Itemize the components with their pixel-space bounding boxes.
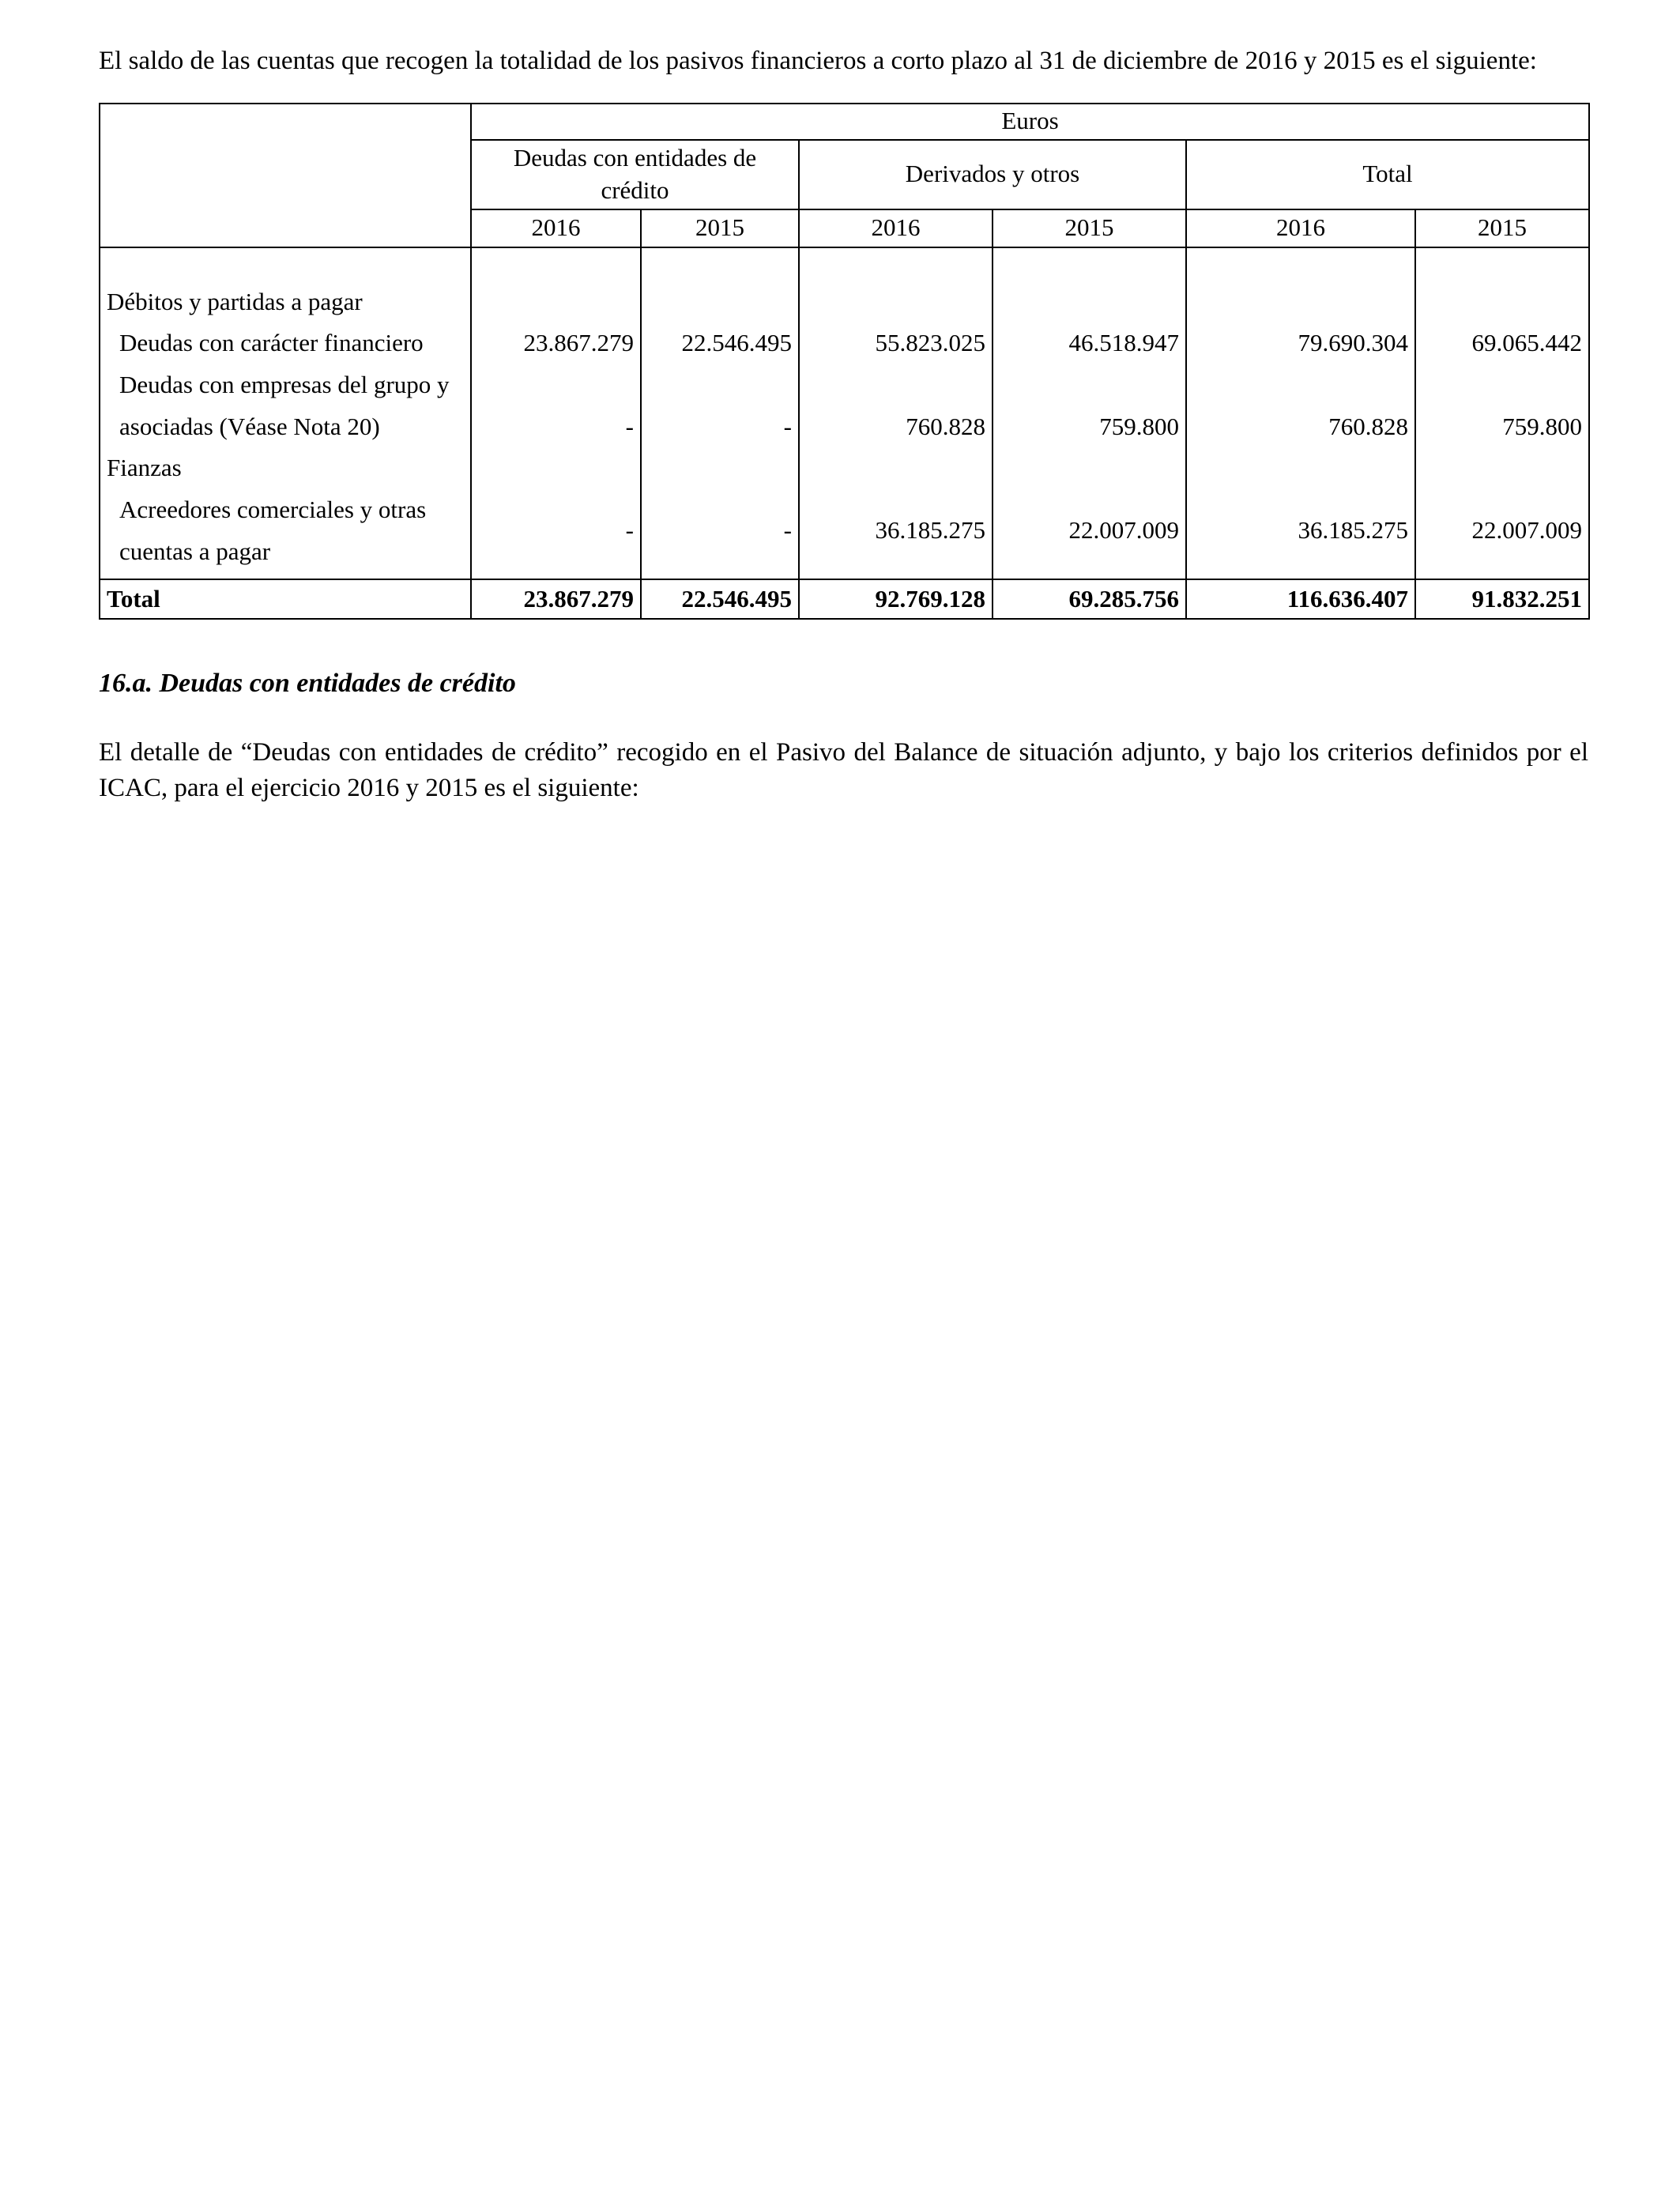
cell-value: 55.823.025 <box>799 322 993 364</box>
cell-value <box>799 247 993 323</box>
currency-header: Euros <box>471 104 1589 140</box>
cell-value: 22.546.495 <box>641 322 799 364</box>
cell-value <box>993 447 1186 489</box>
cell-value: - <box>471 364 641 447</box>
year-header: 2016 <box>1186 209 1415 247</box>
cell-value: 36.185.275 <box>1186 489 1415 579</box>
table-row-deudas-grupo <box>100 364 1589 447</box>
cell-value <box>1415 247 1589 323</box>
year-header: 2015 <box>641 209 799 247</box>
total-value: 22.546.495 <box>641 579 799 619</box>
cell-value <box>1415 447 1589 489</box>
cell-value: 36.185.275 <box>799 489 993 579</box>
table-header-currency-row <box>100 104 1589 140</box>
cell-value <box>641 247 799 323</box>
row-label: Débitos y partidas a pagar <box>100 247 471 323</box>
cell-value: 22.007.009 <box>1415 489 1589 579</box>
table-row-debitos-partidas <box>100 247 1589 323</box>
table-row-deudas-financiero <box>100 322 1589 364</box>
row-label: Acreedores comerciales y otras cuentas a pagar <box>100 489 471 579</box>
intro-paragraph: El saldo de las cuentas que recogen la totalidad de los pasivos financieros a corto plazo al 31 de diciembre de 2016 y 2015 es el siguiente: <box>99 47 1537 75</box>
cell-value: - <box>471 489 641 579</box>
cell-value <box>799 447 993 489</box>
cell-value: 760.828 <box>799 364 993 447</box>
table-row-fianzas <box>100 447 1589 489</box>
year-header: 2015 <box>993 209 1186 247</box>
cell-value: - <box>641 364 799 447</box>
total-value: 69.285.756 <box>993 579 1186 619</box>
total-value: 23.867.279 <box>471 579 641 619</box>
total-value: 116.636.407 <box>1186 579 1415 619</box>
year-header: 2016 <box>799 209 993 247</box>
group-header-entidades-credito: Deudas con entidades de crédito <box>471 140 799 209</box>
cell-value <box>1186 247 1415 323</box>
cell-value <box>641 447 799 489</box>
cell-value: 759.800 <box>993 364 1186 447</box>
group-header-total: Total <box>1186 140 1589 209</box>
total-label: Total <box>100 579 471 619</box>
table-row-acreedores-comerciales <box>100 489 1589 579</box>
row-label: Deudas con empresas del grupo y asociadas (Véase Nota 20) <box>100 364 471 447</box>
total-value: 91.832.251 <box>1415 579 1589 619</box>
row-label: Fianzas <box>100 447 471 489</box>
table-corner-cell <box>100 104 471 247</box>
cell-value: 46.518.947 <box>993 322 1186 364</box>
cell-value: 79.690.304 <box>1186 322 1415 364</box>
group-header-derivados-otros: Derivados y otros <box>799 140 1186 209</box>
cell-value: 69.065.442 <box>1415 322 1589 364</box>
cell-value: 23.867.279 <box>471 322 641 364</box>
section-heading: 16.a. Deudas con entidades de crédito <box>99 669 516 699</box>
cell-value: - <box>641 489 799 579</box>
table-row-total <box>100 579 1589 619</box>
year-header: 2015 <box>1415 209 1589 247</box>
cell-value <box>993 247 1186 323</box>
cell-value <box>471 247 641 323</box>
short-term-liabilities-table <box>99 103 1590 620</box>
cell-value: 760.828 <box>1186 364 1415 447</box>
detail-paragraph: El detalle de “Deudas con entidades de crédito” recogido en el Pasivo del Balance de situación adjunto, y bajo los criterios definidos por el ICAC, para el ejercicio 2016 y 2015 es el siguiente: <box>99 738 1588 802</box>
cell-value <box>471 447 641 489</box>
row-label: Deudas con carácter financiero <box>100 322 471 364</box>
year-header: 2016 <box>471 209 641 247</box>
cell-value <box>1186 447 1415 489</box>
total-value: 92.769.128 <box>799 579 993 619</box>
cell-value: 759.800 <box>1415 364 1589 447</box>
cell-value: 22.007.009 <box>993 489 1186 579</box>
